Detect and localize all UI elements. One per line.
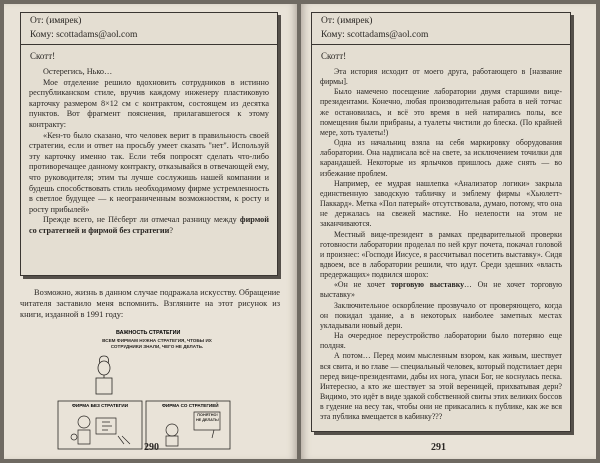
cartoon-panel-1 <box>58 401 142 449</box>
cartoon-speech: ВСЕМ ФИРМАМ НУЖНА СТРАТЕГИЯ, ЧТОБЫ ИХ СОТРУДНИКИ ЗНАЛИ, ЧЕГО НЕ ДЕЛАТЬ. <box>102 338 212 349</box>
page-number: 291 <box>431 442 446 453</box>
email-paragraph: Местный вице-президент в рамках предварительной проверки готовности лаборатории проделал по ней круг почета, покачал головой и произнес: «Господи Иисусе, я рассчитывал посетить выставку». Сидя вдвоем, все в лаборатории решили, что идут. Среди здешних «власть предержащих» подвился шорох: <box>320 229 562 280</box>
panel-2-title: ФИРМА СО СТРАТЕГИЕЙ <box>162 403 219 408</box>
email-paragraph: «Кен-то было сказано, что человек верит в правильность своей стратегии, если и ответ на просьбу умеет сказать "нет". Используй эту карточку именно так. Если тебя попросят сделать что-либо противоречащее данному контракту, отказывайся в отвечающей ему, что руководителя; этим ты лучше сослужишь нашей компании и будешь способствовать стиль необходимому фирме устремленность в светлое будущее — к неограниченным возможностям, к росту и росту прибылей» <box>29 130 269 214</box>
email-paragraph: Остерегись, Нько… <box>43 67 113 76</box>
right-email-box <box>311 12 571 432</box>
body-text <box>20 288 280 320</box>
left-email-box <box>20 12 278 276</box>
panel-2-speech: ПОНЯТНО! НЕ ДЕЛАТЬ! <box>195 413 220 422</box>
email-paragraph: Было намечено посещение лаборатории двумя старшими вице-президентами. Конечно, любая производительная работа в ней тотчас же остановилась, и всё это время в ней натирались полы, все помещения были прибраны, а туалеты чистили до блеска. (По крайней мере, хоть туалеты!) <box>320 87 562 137</box>
page-number: 290 <box>144 442 159 453</box>
panel-1-title: ФИРМА БЕЗ СТРАТЕГИИ <box>72 403 129 408</box>
dilbert-cartoon <box>44 326 264 451</box>
email-paragraph: Мое отделение решило вдохновить сотрудников в истинно республиканском стиле, вручив каждому инженеру пластиковую карточку размером 8×12 см с контрактом, состоящем из десятка пунктов. Вот фрагмент пояснения, прилагавшегося к этому контракту: <box>29 77 269 129</box>
bold-phrase: фирмой со стратегией и фирмой без стратегии <box>29 215 269 235</box>
right-page <box>301 4 596 459</box>
email-paragraph: На очередное переустройство лаборатории было потеряно еще полдня. <box>320 331 562 351</box>
email-paragraph: «Он не хочет торговую выставку… Он не хочет торговую выставку» <box>320 280 563 300</box>
left-page <box>4 4 297 459</box>
email-body <box>320 67 562 422</box>
email-paragraph: Одна из начальниц взяла на себя маркировку оборудования лаборатории. Она надписала всё на свете, за исключением точилки для карандашей. Некоторые из ярлычков пришлось даже снять — во избежание проблем. <box>320 138 562 178</box>
header-divider <box>312 44 570 45</box>
email-paragraph: А потом… Перед моим мысленным взором, как живым, шествует вся свита, и во главе — специальный человек, который подстилает дерн перед вице-президентами, дабы их нога, упаси Бог, не коснулась песка. Интересно, а кто же шествует за этой вереницей, прихватывая дерн? Видимо, это идёт в виде эдакой собственной свиты этих великих боссов в гудение на весу так, чтобы они не прикасались к публике, как же вся эта публика вмещается в кабинку??? <box>320 351 562 422</box>
email-paragraph: Эта история исходит от моего друга, работающего в [название фирмы]. <box>320 67 562 87</box>
body-paragraph: Возможно, жизнь в данном случае подражала искусству. Обращение читателя заставило меня вспомнить. Взгляните на этот рисунок из книги, изданной в 1991 году: <box>20 288 280 319</box>
email-to: Кому: scottadams@aol.com <box>30 30 138 40</box>
email-body <box>29 67 269 237</box>
email-from: От: (имярек) <box>30 16 82 26</box>
cartoon-title: ВАЖНОСТЬ СТРАТЕГИИ <box>116 330 181 336</box>
email-greeting: Скотт! <box>30 51 56 61</box>
bold-phrase: торговую выставку <box>390 280 465 290</box>
email-paragraph: Прежде всего, не Пёсберт ли отмечал разницу между фирмой со стратегией и фирмой без стратегии? <box>29 215 269 235</box>
email-paragraph: Например, ее мудрая нашлепка «Анализатор логики» закрыла единственную заводскую табличку и эмблему фирмы «Хьюлетт-Паккард». Метка «Пол патерый» отсутствовала, думаю, потому, что она не держалась на свежей мастике. Но нелепости на этом не заканчиваются. <box>320 178 562 229</box>
email-paragraph: Заключительное оскорбление прозвучало от проверяющего, когда он покидал здание, а в некоторых наиболее заметных местах укладывали новый дерн. <box>320 300 562 330</box>
email-from: От: (имярек) <box>321 16 373 26</box>
email-to: Кому: scottadams@aol.com <box>321 30 429 40</box>
presenter-figure <box>96 356 112 394</box>
header-divider <box>21 44 277 45</box>
email-greeting: Скотт! <box>321 51 347 61</box>
